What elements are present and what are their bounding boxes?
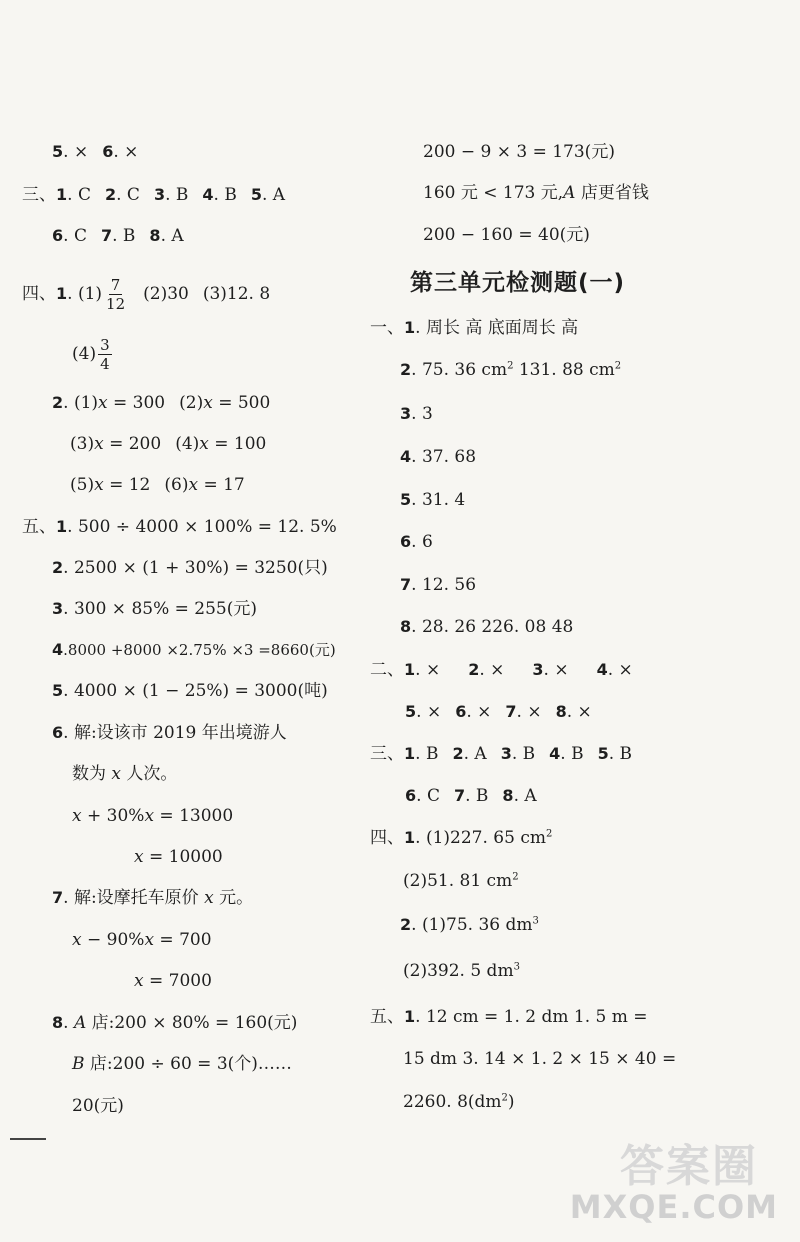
line-l10: [52, 556, 328, 580]
item-number: 2: [400, 915, 412, 934]
answer: . B: [165, 185, 189, 205]
text: (2): [179, 393, 204, 413]
variable: x: [94, 434, 104, 454]
line-l11: [52, 597, 257, 621]
text: . 6: [411, 532, 433, 552]
answer: . B: [112, 226, 136, 246]
text: (6): [164, 475, 189, 495]
item-number: 6: [400, 532, 412, 551]
text: . 12. 56: [411, 575, 477, 595]
text: = 300: [107, 393, 166, 413]
line-r12: 二、1. × 2. × 3. × 4. ×: [370, 660, 633, 680]
text: (4): [175, 434, 200, 454]
text: . 300 × 85% = 255(元): [63, 599, 257, 619]
item-number: 5: [597, 744, 609, 763]
answer: . C: [63, 226, 87, 246]
line-r2: [423, 181, 649, 205]
text: (5): [70, 475, 95, 495]
fraction: [104, 276, 127, 313]
text: = 10000: [143, 847, 223, 867]
answer: . B: [608, 744, 633, 764]
text: 200 − 9 × 3 = 173(元): [423, 142, 615, 162]
variable: x: [94, 475, 104, 495]
item-number: 8: [400, 617, 412, 636]
variable: x: [134, 971, 144, 991]
section-number: 四: [22, 284, 39, 304]
text: = 13000: [154, 806, 234, 826]
variable: x: [144, 930, 155, 950]
item-number: 1: [404, 744, 416, 763]
text: = 12: [103, 475, 151, 495]
item-number: 3: [400, 404, 412, 423]
line-r19: [403, 959, 520, 983]
text: 160 元 < 173 元,: [423, 183, 564, 203]
text: 20(元): [72, 1096, 124, 1116]
text: 元。: [213, 888, 254, 908]
text: 200 − 160 = 40(元): [423, 225, 590, 245]
text: − 90%: [81, 930, 145, 950]
watermark-title: 答案圈: [620, 1141, 758, 1192]
text: . 周长 高 底面周长 高: [415, 318, 579, 338]
line-l12: [52, 638, 336, 662]
item-number: 4: [202, 185, 214, 204]
answer: . A: [261, 185, 286, 205]
item-number: 7: [505, 702, 517, 721]
text: . (1)75. 36 dm: [411, 915, 533, 935]
item-number: 2: [400, 360, 412, 379]
text: = 200: [103, 434, 162, 454]
line-r21: [403, 1047, 676, 1071]
item-number: 1: [404, 318, 416, 337]
item-number: 1: [56, 517, 68, 536]
item-number: 3: [52, 599, 64, 618]
line-l4: 四、1. (1) $\frac{7}{12}$ (2)30 (3)12. 8: [22, 276, 271, 313]
item-number: 8: [502, 786, 514, 805]
item-number: 7: [100, 226, 113, 245]
item-number: 2: [52, 558, 64, 577]
answer: . B: [511, 744, 536, 764]
fraction: [98, 336, 112, 373]
superscript: 3: [532, 915, 539, 927]
text: . 4000 × (1 − 25%) = 3000(吨): [63, 681, 328, 701]
item-number: 3: [500, 744, 512, 763]
item-number: 2: [52, 393, 64, 412]
variable: x: [203, 393, 213, 413]
line-r9: [400, 530, 433, 554]
fraction-numerator: 3: [100, 336, 110, 354]
answer: . A: [160, 226, 184, 246]
text: .8000 +8000 ×2.75% ×3 =8660(元): [63, 641, 336, 659]
text: = 500: [212, 393, 271, 413]
variable: x: [204, 888, 214, 908]
shop-label: A: [563, 183, 576, 203]
text: 15 dm 3. 14 × 1. 2 × 15 × 40 =: [403, 1049, 677, 1069]
watermark-url: MXQE.COM: [569, 1188, 778, 1226]
item-number: 6: [102, 142, 114, 161]
answer: . ×: [416, 702, 442, 722]
answer: . ×: [543, 660, 569, 680]
item-number: 2: [452, 744, 464, 763]
text: . 解:设该市 2019 年出境游人: [63, 723, 287, 743]
line-r13: [405, 700, 592, 724]
superscript: 2: [512, 871, 519, 883]
line-r15: [405, 784, 537, 808]
item-number: 8: [52, 1013, 64, 1032]
section-number: 四: [370, 828, 387, 848]
fraction-denominator: 4: [100, 355, 110, 373]
line-r18: [400, 913, 539, 937]
text: . 75. 36 cm: [411, 360, 508, 380]
text: 人次。: [121, 764, 178, 784]
item-number: 7: [400, 575, 412, 594]
text: = 100: [208, 434, 267, 454]
line-l7: [70, 432, 266, 456]
item-number: 5: [52, 142, 64, 161]
item-number: 1: [404, 828, 416, 847]
answer: . B: [213, 185, 237, 205]
text: . 500 ÷ 4000 × 100% = 12. 5%: [67, 517, 337, 537]
text: 2260. 8(dm: [403, 1092, 502, 1112]
line-r4: 一、1. 周长 高 底面周长 高: [370, 318, 579, 338]
item-number: 5: [405, 702, 417, 721]
line-l20: [134, 969, 212, 993]
item-number: 1: [404, 660, 416, 679]
text: + 30%: [81, 806, 145, 826]
item-number: 1: [404, 1007, 416, 1026]
variable: x: [72, 806, 82, 826]
line-r11: [400, 615, 573, 639]
line-r16: 四、1. (1)227. 65 $cm^2$: [370, 828, 553, 848]
text: . 28. 26 226. 08 48: [411, 617, 574, 637]
text: ): [507, 1092, 515, 1112]
answer: . A: [513, 786, 537, 806]
text: . (1): [63, 393, 99, 413]
line-r5: [400, 358, 621, 382]
item-number: 8: [149, 226, 161, 245]
text: 店更省钱: [575, 183, 649, 203]
answer: . ×: [466, 702, 492, 722]
line-r22: [403, 1090, 515, 1114]
answer: . (1): [67, 284, 103, 304]
item-number: 6: [405, 786, 417, 805]
item-number: 2: [468, 660, 480, 679]
section-number: 二: [370, 660, 387, 680]
line-l18: [52, 886, 253, 910]
answer: . ×: [63, 142, 89, 162]
line-r14: 三、1. B 2. A 3. B 4. B 5. B: [370, 744, 633, 764]
answer: . ×: [479, 660, 505, 680]
superscript: 2: [507, 360, 514, 372]
line-r8: [400, 488, 465, 512]
answer: . B: [560, 744, 584, 764]
line-l8: [70, 473, 245, 497]
line-l5: [72, 336, 114, 373]
line-r1: [423, 140, 615, 164]
answer: . ×: [415, 660, 441, 680]
item-number: 3: [532, 660, 544, 679]
line-l23: [72, 1094, 124, 1118]
item-number: 4: [596, 660, 608, 679]
section-title: 第三单元检测题(一): [410, 270, 626, 296]
item-number: 5: [52, 681, 64, 700]
text: = 17: [198, 475, 245, 495]
fraction-numerator: 7: [110, 276, 121, 294]
item-number: 6: [52, 226, 64, 245]
footer-rule: [10, 1138, 46, 1140]
item-number: 6: [52, 723, 64, 742]
text: . 解:设摩托车原价: [63, 888, 205, 908]
answer: . ×: [607, 660, 633, 680]
text: . 31. 4: [411, 490, 466, 510]
superscript: 2: [501, 1092, 508, 1104]
variable: x: [72, 930, 82, 950]
line-l21: [52, 1011, 297, 1035]
line-l16: [72, 804, 233, 828]
line-r17: [403, 869, 519, 893]
text: (2)51. 81 cm: [403, 871, 513, 891]
item-number: 7: [453, 786, 466, 805]
answer: . ×: [516, 702, 542, 722]
variable: x: [134, 847, 144, 867]
text: 店:200 ÷ 60 = 3(个)……: [84, 1054, 292, 1074]
shop-label: B: [72, 1054, 85, 1074]
line-r3: [423, 223, 590, 247]
answer: . B: [415, 744, 439, 764]
line-l13: [52, 679, 328, 703]
text: . (1)227. 65 cm: [415, 828, 546, 848]
line-r6: [400, 402, 433, 426]
item-number: 4: [549, 744, 561, 763]
line-l15: [72, 762, 177, 786]
line-l22: [72, 1052, 292, 1076]
line-r10: [400, 573, 476, 597]
section-number: 五: [370, 1007, 387, 1027]
item-number: 8: [555, 702, 567, 721]
answer: (3)12. 8: [202, 284, 271, 304]
item-number: 1: [56, 284, 68, 303]
variable: x: [98, 393, 108, 413]
text: . 37. 68: [411, 447, 477, 467]
text: 数为: [72, 764, 112, 784]
answer: . A: [463, 744, 487, 764]
line-r7: [400, 445, 476, 469]
item-number: 6: [455, 702, 467, 721]
text: = 700: [154, 930, 212, 950]
variable: x: [199, 434, 209, 454]
text: = 7000: [143, 971, 212, 991]
line-l1: [52, 140, 138, 164]
item-number: 5: [250, 185, 262, 204]
line-l9: 五、1. 500 ÷ 4000 × 100% = 12. 5%: [22, 517, 337, 537]
text: 店:200 × 80% = 160(元): [86, 1013, 298, 1033]
line-l14: [52, 721, 287, 745]
line-r20: 五、1. 12 cm = 1. 2 dm 1. 5 m =: [370, 1007, 648, 1027]
text: . 2500 × (1 + 30%) = 3250(只): [63, 558, 328, 578]
item-number: 2: [104, 185, 117, 204]
item-number: 5: [400, 490, 412, 509]
variable: x: [188, 475, 199, 495]
item-number: 1: [56, 185, 68, 204]
item-number: 4: [52, 640, 64, 659]
answer: . ×: [566, 702, 592, 722]
fraction-denominator: 12: [106, 295, 126, 313]
text: (2)392. 5 dm: [403, 961, 514, 981]
text: . 12 cm = 1. 2 dm 1. 5 m =: [415, 1007, 648, 1027]
section-number: 三: [22, 185, 39, 205]
text: . 3: [411, 404, 433, 424]
text: (3): [70, 434, 95, 454]
line-l2: 三、1. C 2. C 3. B 4. B 5. A: [22, 185, 286, 205]
item-number: 4: [400, 447, 412, 466]
superscript: 2: [545, 828, 553, 840]
line-l3: [52, 224, 184, 248]
answer: (4): [72, 344, 97, 364]
variable: x: [111, 764, 121, 784]
shop-label: A: [73, 1013, 87, 1033]
answer: . C: [416, 786, 440, 806]
superscript: 2: [614, 360, 622, 372]
section-number: 一: [370, 318, 387, 338]
answer: (2)30: [143, 284, 189, 304]
section-number: 三: [370, 744, 387, 764]
answer: . C: [116, 185, 140, 205]
answer: . C: [67, 185, 91, 205]
line-l17: [134, 845, 223, 869]
line-l6: [52, 391, 270, 415]
answer: . ×: [113, 142, 139, 162]
superscript: 3: [513, 961, 520, 973]
text: 131. 88 cm: [513, 360, 615, 380]
item-number: 7: [52, 888, 64, 907]
answer: . B: [465, 786, 489, 806]
watermark: [568, 1120, 778, 1232]
section-number: 五: [22, 517, 39, 537]
variable: x: [144, 806, 155, 826]
text: .: [63, 1013, 74, 1033]
item-number: 3: [153, 185, 166, 204]
line-l19: [72, 928, 212, 952]
